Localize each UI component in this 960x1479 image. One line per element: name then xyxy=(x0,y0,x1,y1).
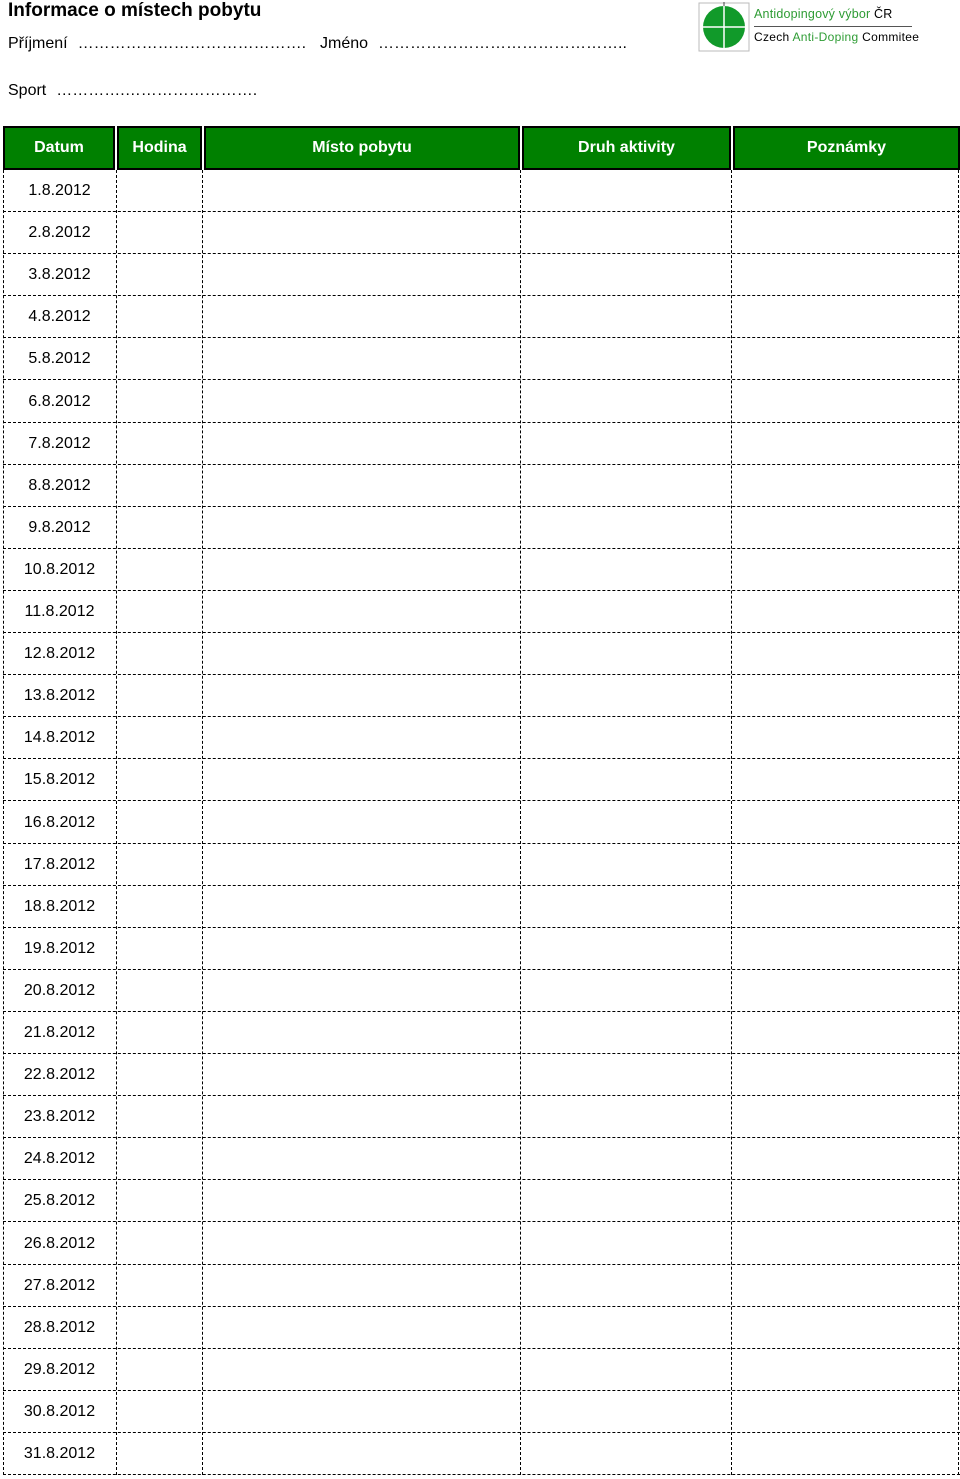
time-cell[interactable] xyxy=(117,507,202,549)
whereabouts-table xyxy=(3,126,960,1475)
date-cell: 9.8.2012 xyxy=(28,518,91,536)
activity-cell[interactable] xyxy=(521,844,731,886)
location-cell[interactable] xyxy=(203,886,520,928)
location-cell[interactable] xyxy=(203,1349,520,1391)
logo-text-english-c: Commitee xyxy=(858,30,920,44)
sport-dots: ………….……………………. xyxy=(56,82,258,99)
date-cell: 10.8.2012 xyxy=(23,560,96,578)
time-cell[interactable] xyxy=(117,1096,202,1138)
date-cell: 21.8.2012 xyxy=(23,1024,96,1041)
time-cell[interactable] xyxy=(117,717,202,759)
location-cell[interactable] xyxy=(203,591,520,633)
notes-cell[interactable] xyxy=(732,717,958,759)
logo-text-english-b: Anti-Doping xyxy=(792,30,859,44)
notes-cell[interactable] xyxy=(732,591,958,633)
table-row xyxy=(3,802,960,844)
location-cell[interactable] xyxy=(203,717,520,759)
time-cell[interactable] xyxy=(117,1433,202,1475)
activity-cell[interactable] xyxy=(521,1349,731,1391)
activity-cell[interactable] xyxy=(521,338,731,380)
logo-text-english xyxy=(754,30,919,44)
activity-cell[interactable] xyxy=(521,549,731,591)
time-cell[interactable] xyxy=(117,381,202,423)
location-cell[interactable] xyxy=(203,1054,520,1096)
location-cell[interactable] xyxy=(203,549,520,591)
date-cell: 25.8.2012 xyxy=(23,1192,96,1210)
location-cell[interactable] xyxy=(203,254,520,296)
time-cell[interactable] xyxy=(117,633,202,675)
table-row xyxy=(3,886,960,928)
time-cell[interactable] xyxy=(117,591,202,633)
date-cell: 26.8.2012 xyxy=(23,1234,96,1252)
location-cell[interactable] xyxy=(203,1307,520,1349)
activity-cell[interactable] xyxy=(521,507,731,549)
location-cell[interactable] xyxy=(203,170,520,212)
date-cell: 5.8.2012 xyxy=(28,350,91,368)
date-cell: 3.8.2012 xyxy=(28,266,91,284)
table-row xyxy=(3,1265,960,1307)
table-row xyxy=(3,928,960,970)
first-name-dots: ……………………………………….. xyxy=(378,35,627,52)
column-header-location: Místo pobytu xyxy=(204,126,520,170)
location-cell[interactable] xyxy=(203,1223,520,1265)
notes-cell[interactable] xyxy=(732,507,958,549)
activity-cell[interactable] xyxy=(521,1012,731,1054)
table-row xyxy=(3,591,960,633)
date-cell: 2.8.2012 xyxy=(28,224,91,242)
time-cell[interactable] xyxy=(117,886,202,928)
logo-text-czech-suffix: ČR xyxy=(874,7,893,21)
organization-logo xyxy=(698,2,948,52)
activity-cell[interactable] xyxy=(521,717,731,759)
first-name-field[interactable] xyxy=(320,34,627,54)
notes-cell[interactable] xyxy=(732,802,958,844)
time-cell[interactable] xyxy=(117,1349,202,1391)
location-cell[interactable] xyxy=(203,1433,520,1475)
activity-cell[interactable] xyxy=(521,928,731,970)
date-cell: 17.8.2012 xyxy=(23,855,96,873)
activity-cell[interactable] xyxy=(521,1180,731,1222)
first-name-label: Jméno xyxy=(320,35,369,52)
table-row xyxy=(3,844,960,886)
notes-cell[interactable] xyxy=(732,212,958,254)
table-row xyxy=(3,507,960,549)
notes-cell[interactable] xyxy=(732,254,958,296)
activity-cell[interactable] xyxy=(521,1096,731,1138)
date-cell: 19.8.2012 xyxy=(23,939,96,957)
notes-cell[interactable] xyxy=(732,549,958,591)
activity-cell[interactable] xyxy=(521,254,731,296)
time-cell[interactable] xyxy=(117,1391,202,1433)
date-cell: 12.8.2012 xyxy=(23,645,96,663)
table-row xyxy=(3,1433,960,1475)
table-row xyxy=(3,212,960,254)
column-header-notes: Poznámky xyxy=(733,126,960,170)
notes-cell[interactable] xyxy=(732,1265,958,1307)
location-cell[interactable] xyxy=(203,1180,520,1222)
location-cell[interactable] xyxy=(203,759,520,801)
date-cell: 23.8.2012 xyxy=(23,1108,96,1126)
table-row xyxy=(3,1054,960,1096)
notes-cell[interactable] xyxy=(732,1349,958,1391)
notes-cell[interactable] xyxy=(732,970,958,1012)
notes-cell[interactable] xyxy=(732,1391,958,1433)
date-cell: 4.8.2012 xyxy=(28,308,91,326)
table-row xyxy=(3,633,960,675)
time-cell[interactable] xyxy=(117,338,202,380)
activity-cell[interactable] xyxy=(521,633,731,675)
activity-cell[interactable] xyxy=(521,886,731,928)
activity-cell[interactable] xyxy=(521,1138,731,1180)
surname-dots: ……………………………………. xyxy=(77,35,307,52)
activity-cell[interactable] xyxy=(521,675,731,717)
activity-cell[interactable] xyxy=(521,1054,731,1096)
sport-label: Sport xyxy=(8,82,47,99)
table-row xyxy=(3,1012,960,1054)
date-cell: 24.8.2012 xyxy=(23,1150,96,1168)
notes-cell[interactable] xyxy=(732,1096,958,1138)
table-row xyxy=(3,759,960,801)
activity-cell[interactable] xyxy=(521,759,731,801)
notes-cell[interactable] xyxy=(732,1054,958,1096)
time-cell[interactable] xyxy=(117,254,202,296)
table-row xyxy=(3,296,960,338)
time-cell[interactable] xyxy=(117,1265,202,1307)
date-cell: 28.8.2012 xyxy=(23,1318,96,1336)
table-row xyxy=(3,1096,960,1138)
activity-cell[interactable] xyxy=(521,591,731,633)
location-cell[interactable] xyxy=(203,1138,520,1180)
date-cell: 30.8.2012 xyxy=(23,1402,96,1420)
location-cell[interactable] xyxy=(203,1265,520,1307)
time-cell[interactable] xyxy=(117,465,202,507)
column-header-activity: Druh aktivity xyxy=(522,126,731,170)
date-cell: 22.8.2012 xyxy=(23,1066,96,1084)
notes-cell[interactable] xyxy=(732,1223,958,1265)
logo-text-czech xyxy=(754,7,893,21)
table-row xyxy=(3,423,960,465)
location-cell[interactable] xyxy=(203,1096,520,1138)
table-row xyxy=(3,970,960,1012)
date-cell: 8.8.2012 xyxy=(28,476,91,494)
activity-cell[interactable] xyxy=(521,1265,731,1307)
time-cell[interactable] xyxy=(117,1180,202,1222)
surname-label: Příjmení xyxy=(8,35,68,52)
date-cell: 13.8.2012 xyxy=(23,687,96,705)
activity-cell[interactable] xyxy=(521,423,731,465)
time-cell[interactable] xyxy=(117,1223,202,1265)
date-cell: 20.8.2012 xyxy=(23,981,96,999)
date-cell: 29.8.2012 xyxy=(23,1360,96,1378)
time-cell[interactable] xyxy=(117,844,202,886)
activity-cell[interactable] xyxy=(521,802,731,844)
column-header-date: Datum xyxy=(3,126,115,170)
date-cell: 7.8.2012 xyxy=(28,434,91,452)
activity-cell[interactable] xyxy=(521,381,731,423)
notes-cell[interactable] xyxy=(732,633,958,675)
table-row xyxy=(3,254,960,296)
table-row xyxy=(3,381,960,423)
table-row xyxy=(3,717,960,759)
notes-cell[interactable] xyxy=(732,338,958,380)
date-cell: 14.8.2012 xyxy=(23,729,96,747)
date-cell: 1.8.2012 xyxy=(28,182,91,199)
time-cell[interactable] xyxy=(117,170,202,212)
date-cell: 16.8.2012 xyxy=(23,813,96,831)
date-cell: 18.8.2012 xyxy=(23,897,96,915)
table-row xyxy=(3,1138,960,1180)
location-cell[interactable] xyxy=(203,633,520,675)
notes-cell[interactable] xyxy=(732,296,958,338)
time-cell[interactable] xyxy=(117,1307,202,1349)
location-cell[interactable] xyxy=(203,507,520,549)
notes-cell[interactable] xyxy=(732,1307,958,1349)
notes-cell[interactable] xyxy=(732,759,958,801)
logo-mark-icon xyxy=(698,2,750,52)
logo-text-english-a: Czech xyxy=(754,30,793,44)
table-row xyxy=(3,549,960,591)
location-cell[interactable] xyxy=(203,844,520,886)
date-cell: 6.8.2012 xyxy=(28,392,91,410)
notes-cell[interactable] xyxy=(732,886,958,928)
table-row xyxy=(3,1349,960,1391)
column-header-time: Hodina xyxy=(117,126,202,170)
logo-divider xyxy=(754,26,912,27)
location-cell[interactable] xyxy=(203,423,520,465)
date-cell: 31.8.2012 xyxy=(23,1445,96,1462)
time-cell[interactable] xyxy=(117,549,202,591)
table-row xyxy=(3,1391,960,1433)
location-cell[interactable] xyxy=(203,970,520,1012)
time-cell[interactable] xyxy=(117,423,202,465)
time-cell[interactable] xyxy=(117,759,202,801)
activity-cell[interactable] xyxy=(521,212,731,254)
notes-cell[interactable] xyxy=(732,675,958,717)
time-cell[interactable] xyxy=(117,296,202,338)
location-cell[interactable] xyxy=(203,338,520,380)
date-cell: 27.8.2012 xyxy=(23,1276,96,1294)
activity-cell[interactable] xyxy=(521,465,731,507)
notes-cell[interactable] xyxy=(732,381,958,423)
surname-field[interactable] xyxy=(8,34,306,54)
time-cell[interactable] xyxy=(117,802,202,844)
sport-field[interactable] xyxy=(8,81,257,101)
page-title: Informace o místech pobytu xyxy=(8,0,262,21)
activity-cell[interactable] xyxy=(521,296,731,338)
activity-cell[interactable] xyxy=(521,1433,731,1475)
activity-cell[interactable] xyxy=(521,170,731,212)
notes-cell[interactable] xyxy=(732,170,958,212)
notes-cell[interactable] xyxy=(732,1012,958,1054)
activity-cell[interactable] xyxy=(521,970,731,1012)
table-row xyxy=(3,1307,960,1349)
time-cell[interactable] xyxy=(117,970,202,1012)
time-cell[interactable] xyxy=(117,675,202,717)
notes-cell[interactable] xyxy=(732,844,958,886)
table-row xyxy=(3,338,960,380)
activity-cell[interactable] xyxy=(521,1391,731,1433)
time-cell[interactable] xyxy=(117,1054,202,1096)
time-cell[interactable] xyxy=(117,1012,202,1054)
table-row xyxy=(3,1223,960,1265)
location-cell[interactable] xyxy=(203,296,520,338)
location-cell[interactable] xyxy=(203,675,520,717)
location-cell[interactable] xyxy=(203,212,520,254)
logo-text-czech-main: Antidopingový výbor xyxy=(754,7,875,21)
notes-cell[interactable] xyxy=(732,1138,958,1180)
time-cell[interactable] xyxy=(117,1138,202,1180)
notes-cell[interactable] xyxy=(732,1433,958,1475)
date-cell: 11.8.2012 xyxy=(24,603,95,620)
table-row xyxy=(3,1180,960,1222)
notes-cell[interactable] xyxy=(732,465,958,507)
time-cell[interactable] xyxy=(117,928,202,970)
location-cell[interactable] xyxy=(203,802,520,844)
time-cell[interactable] xyxy=(117,212,202,254)
location-cell[interactable] xyxy=(203,381,520,423)
table-row xyxy=(3,675,960,717)
activity-cell[interactable] xyxy=(521,1223,731,1265)
notes-cell[interactable] xyxy=(732,423,958,465)
date-cell: 15.8.2012 xyxy=(23,771,96,789)
location-cell[interactable] xyxy=(203,1012,520,1054)
location-cell[interactable] xyxy=(203,465,520,507)
location-cell[interactable] xyxy=(203,1391,520,1433)
location-cell[interactable] xyxy=(203,928,520,970)
notes-cell[interactable] xyxy=(732,928,958,970)
activity-cell[interactable] xyxy=(521,1307,731,1349)
table-row xyxy=(3,170,960,212)
notes-cell[interactable] xyxy=(732,1180,958,1222)
table-row xyxy=(3,465,960,507)
